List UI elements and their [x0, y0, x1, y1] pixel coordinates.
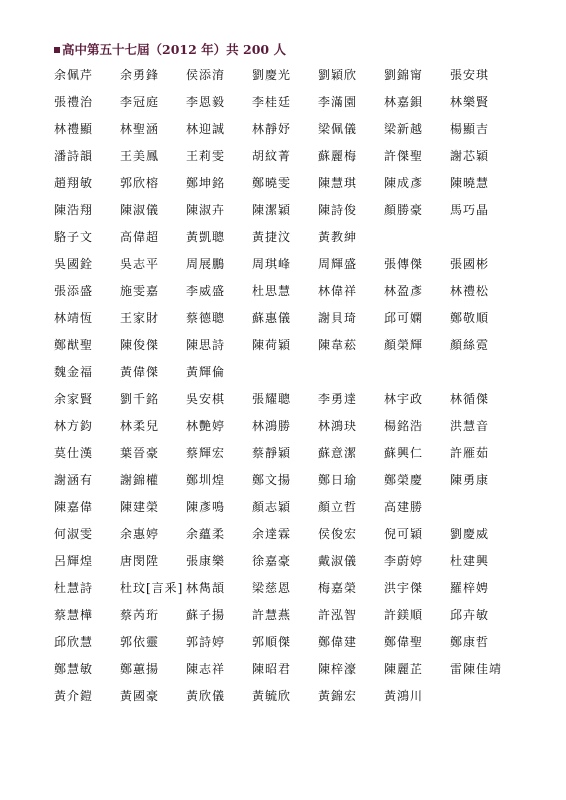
- student-name: 余佩芹: [54, 68, 94, 82]
- name-list: [54, 64, 516, 712]
- student-name: 張傳傑: [384, 257, 424, 271]
- student-name: 劉穎欣: [318, 68, 358, 82]
- name-row: [54, 334, 516, 361]
- student-name: 鄭曉雯: [252, 176, 292, 190]
- student-name: 鄭慧敏: [54, 662, 94, 676]
- name-row: [54, 199, 516, 226]
- name-row: [54, 523, 516, 550]
- student-name: 顏立哲: [318, 500, 358, 514]
- student-name: 陳潔穎: [252, 203, 292, 217]
- student-name: 陳成彥: [384, 176, 424, 190]
- student-name: 陳淑卉: [186, 203, 226, 217]
- student-name: 顏榮輝: [384, 338, 424, 352]
- student-name: 陳勇康: [450, 473, 490, 487]
- student-name: 林嘉鋇: [384, 95, 424, 109]
- student-name: 杜慧詩: [54, 581, 94, 595]
- student-name: 林宇政: [384, 392, 424, 406]
- name-row: [54, 172, 516, 199]
- student-name: 侯添淯: [186, 68, 226, 82]
- student-name: 胡紋菁: [252, 149, 292, 163]
- student-name: 楊銘浩: [384, 419, 424, 433]
- student-name: 郭詩婷: [186, 635, 226, 649]
- student-name: 陳韋菘: [318, 338, 358, 352]
- student-name: 蘇興仁: [384, 446, 424, 460]
- name-row: [54, 145, 516, 172]
- student-name: 陳梓濠: [318, 662, 358, 676]
- student-name: 黃教紳: [318, 230, 358, 244]
- student-name: 楊顯吉: [450, 122, 490, 136]
- student-name: 蘇惠儀: [252, 311, 292, 325]
- student-name: 林方鈞: [54, 419, 94, 433]
- student-name: 侯俊宏: [318, 527, 358, 541]
- student-name: 呂輝煌: [54, 554, 94, 568]
- student-name: 徐嘉豪: [252, 554, 292, 568]
- student-name: 林偉祥: [318, 284, 358, 298]
- student-name: 陳浩翔: [54, 203, 94, 217]
- student-name: 謝涵有: [54, 473, 94, 487]
- student-name: 梁新越: [384, 122, 424, 136]
- student-name: 梁佩儀: [318, 122, 358, 136]
- student-name: 王美鳳: [120, 149, 160, 163]
- name-row: [54, 118, 516, 145]
- student-name: 倪可穎: [384, 527, 424, 541]
- student-name: 余勇鋒: [120, 68, 160, 82]
- student-name: 黃介鎧: [54, 689, 94, 703]
- student-name: 林雋頡: [186, 581, 226, 595]
- student-name: 蔡慧樺: [54, 608, 94, 622]
- student-name: 黃錦宏: [318, 689, 358, 703]
- student-name: 洪慧音: [450, 419, 490, 433]
- student-name: 莫仕漢: [54, 446, 94, 460]
- student-name: 蔡德聰: [186, 311, 226, 325]
- name-row: [54, 253, 516, 280]
- student-name: 劉慶光: [252, 68, 292, 82]
- student-name: 陳昭君: [252, 662, 292, 676]
- student-name: 吳安棋: [186, 392, 226, 406]
- student-name: 李滿園: [318, 95, 358, 109]
- student-name: 杜建興: [450, 554, 490, 568]
- student-name: 許慧燕: [252, 608, 292, 622]
- student-name: 張安琪: [450, 68, 490, 82]
- student-name: 梁慈恩: [252, 581, 292, 595]
- student-name: 余達霖: [252, 527, 292, 541]
- student-name: 謝芯穎: [450, 149, 490, 163]
- student-name: 魏金福: [54, 365, 94, 379]
- student-name: 鄭坤銘: [186, 176, 226, 190]
- student-name: 郭依靈: [120, 635, 160, 649]
- student-name: 黃捷汶: [252, 230, 292, 244]
- student-name: 余蘊柔: [186, 527, 226, 541]
- student-name: 余惠婷: [120, 527, 160, 541]
- student-name: 羅梓娉: [450, 581, 490, 595]
- student-name: 鄭日瑜: [318, 473, 358, 487]
- student-name: 許傑聖: [384, 149, 424, 163]
- student-name: 謝貝琦: [318, 311, 358, 325]
- student-name: 蘇麗梅: [318, 149, 358, 163]
- student-name: 鄭偉聖: [384, 635, 424, 649]
- student-name: 李勇達: [318, 392, 358, 406]
- student-name: 黃鴻川: [384, 689, 424, 703]
- student-name: 高建勝: [384, 500, 424, 514]
- student-name: 蘇子揚: [186, 608, 226, 622]
- student-name: 何淑雯: [54, 527, 94, 541]
- student-name: 林禮顯: [54, 122, 94, 136]
- student-name: 馬巧晶: [450, 203, 490, 217]
- student-name: 鄭敬順: [450, 311, 490, 325]
- student-name: 劉慶威: [450, 527, 490, 541]
- name-row: [54, 64, 516, 91]
- student-name: 張耀聰: [252, 392, 292, 406]
- student-name: 許雁茹: [450, 446, 490, 460]
- student-name: 林鴻玦: [318, 419, 358, 433]
- student-name: 陳俊傑: [120, 338, 160, 352]
- name-row: [54, 91, 516, 118]
- name-row: [54, 631, 516, 658]
- student-name: 李冠庭: [120, 95, 160, 109]
- student-name: 林靜妤: [252, 122, 292, 136]
- student-name: 吳志平: [120, 257, 160, 271]
- student-name: 唐閔陞: [120, 554, 160, 568]
- student-name: 余家賢: [54, 392, 94, 406]
- square-bullet-icon: [54, 47, 60, 53]
- name-row: [54, 604, 516, 631]
- name-row: [54, 361, 516, 388]
- student-name: 邱欣慧: [54, 635, 94, 649]
- student-name: 陳曉慧: [450, 176, 490, 190]
- student-name: 陳思詩: [186, 338, 226, 352]
- student-name: 林鴻勝: [252, 419, 292, 433]
- student-name: 蘇意潔: [318, 446, 358, 460]
- student-name: 趙翔敏: [54, 176, 94, 190]
- student-name: 邱可嫻: [384, 311, 424, 325]
- section-heading: [54, 40, 286, 58]
- student-name: 劉千銘: [120, 392, 160, 406]
- student-name: 黃凱聰: [186, 230, 226, 244]
- student-name: 潘詩韻: [54, 149, 94, 163]
- name-row: [54, 496, 516, 523]
- student-name: 杜玟[言釆]: [120, 581, 184, 595]
- student-name: 陳慧琪: [318, 176, 358, 190]
- student-name: 陳彥鳴: [186, 500, 226, 514]
- student-name: 許鎂順: [384, 608, 424, 622]
- student-name: 王莉雯: [186, 149, 226, 163]
- student-name: 張添盛: [54, 284, 94, 298]
- name-row: [54, 415, 516, 442]
- name-row: [54, 685, 516, 712]
- student-name: 鄭榮慶: [384, 473, 424, 487]
- student-name: 黃欣儀: [186, 689, 226, 703]
- student-name: 黃毓欣: [252, 689, 292, 703]
- name-row: [54, 550, 516, 577]
- student-name: 張康樂: [186, 554, 226, 568]
- student-name: 陳淑儀: [120, 203, 160, 217]
- student-name: 周琪峰: [252, 257, 292, 271]
- student-name: 邱卉敏: [450, 608, 490, 622]
- student-name: 黃偉傑: [120, 365, 160, 379]
- student-name: 陳建榮: [120, 500, 160, 514]
- student-name: 張禮治: [54, 95, 94, 109]
- student-name: 林迎誠: [186, 122, 226, 136]
- name-row: [54, 469, 516, 496]
- section-heading-text: 高中第五十七屆（2012 年）共 200 人: [62, 42, 286, 57]
- student-name: 顏勝豪: [384, 203, 424, 217]
- student-name: 林柔兒: [120, 419, 160, 433]
- student-name: 林循傑: [450, 392, 490, 406]
- student-name: 陳嘉偉: [54, 500, 94, 514]
- student-name: 梅嘉榮: [318, 581, 358, 595]
- student-name: 劉錦甯: [384, 68, 424, 82]
- student-name: 鄭文揚: [252, 473, 292, 487]
- name-row: [54, 388, 516, 415]
- name-row: [54, 658, 516, 685]
- student-name: 蔡芮珩: [120, 608, 160, 622]
- student-name: 陳麗芷: [384, 662, 424, 676]
- student-name: 李威盛: [186, 284, 226, 298]
- name-row: [54, 577, 516, 604]
- student-name: 李蔚婷: [384, 554, 424, 568]
- student-name: 雷陳佳靖: [450, 662, 503, 676]
- student-name: 高偉超: [120, 230, 160, 244]
- student-name: 李桂廷: [252, 95, 292, 109]
- student-name: 蔡輝宏: [186, 446, 226, 460]
- student-name: 郭欣榕: [120, 176, 160, 190]
- student-name: 林樂賢: [450, 95, 490, 109]
- student-name: 郭順傑: [252, 635, 292, 649]
- name-row: [54, 442, 516, 469]
- student-name: 鄭蕙揚: [120, 662, 160, 676]
- student-name: 施雯嘉: [120, 284, 160, 298]
- student-name: 吳國銓: [54, 257, 94, 271]
- student-name: 周輝盛: [318, 257, 358, 271]
- name-row: [54, 226, 516, 253]
- name-row: [54, 307, 516, 334]
- student-name: 駱子文: [54, 230, 94, 244]
- student-name: 黃輝倫: [186, 365, 226, 379]
- student-name: 鄭圳煌: [186, 473, 226, 487]
- student-name: 林靖恆: [54, 311, 94, 325]
- name-row: [54, 280, 516, 307]
- student-name: 黃國豪: [120, 689, 160, 703]
- student-name: 林艷婷: [186, 419, 226, 433]
- student-name: 鄭猷聖: [54, 338, 94, 352]
- student-name: 李恩毅: [186, 95, 226, 109]
- student-name: 鄭康哲: [450, 635, 490, 649]
- student-name: 周展鵬: [186, 257, 226, 271]
- student-name: 顏絲霓: [450, 338, 490, 352]
- student-name: 陳詩俊: [318, 203, 358, 217]
- student-name: 陳荷穎: [252, 338, 292, 352]
- student-name: 林禮松: [450, 284, 490, 298]
- student-name: 蔡靜穎: [252, 446, 292, 460]
- student-name: 許泓智: [318, 608, 358, 622]
- student-name: 鄭偉建: [318, 635, 358, 649]
- student-name: 王家財: [120, 311, 160, 325]
- student-name: 洪宇傑: [384, 581, 424, 595]
- student-name: 林盈彥: [384, 284, 424, 298]
- student-name: 謝錦權: [120, 473, 160, 487]
- student-name: 陳志祥: [186, 662, 226, 676]
- student-name: 杜思慧: [252, 284, 292, 298]
- student-name: 張國彬: [450, 257, 490, 271]
- student-name: 林聖涵: [120, 122, 160, 136]
- student-name: 戴淑儀: [318, 554, 358, 568]
- student-name: 顏志穎: [252, 500, 292, 514]
- student-name: 葉晉豪: [120, 446, 160, 460]
